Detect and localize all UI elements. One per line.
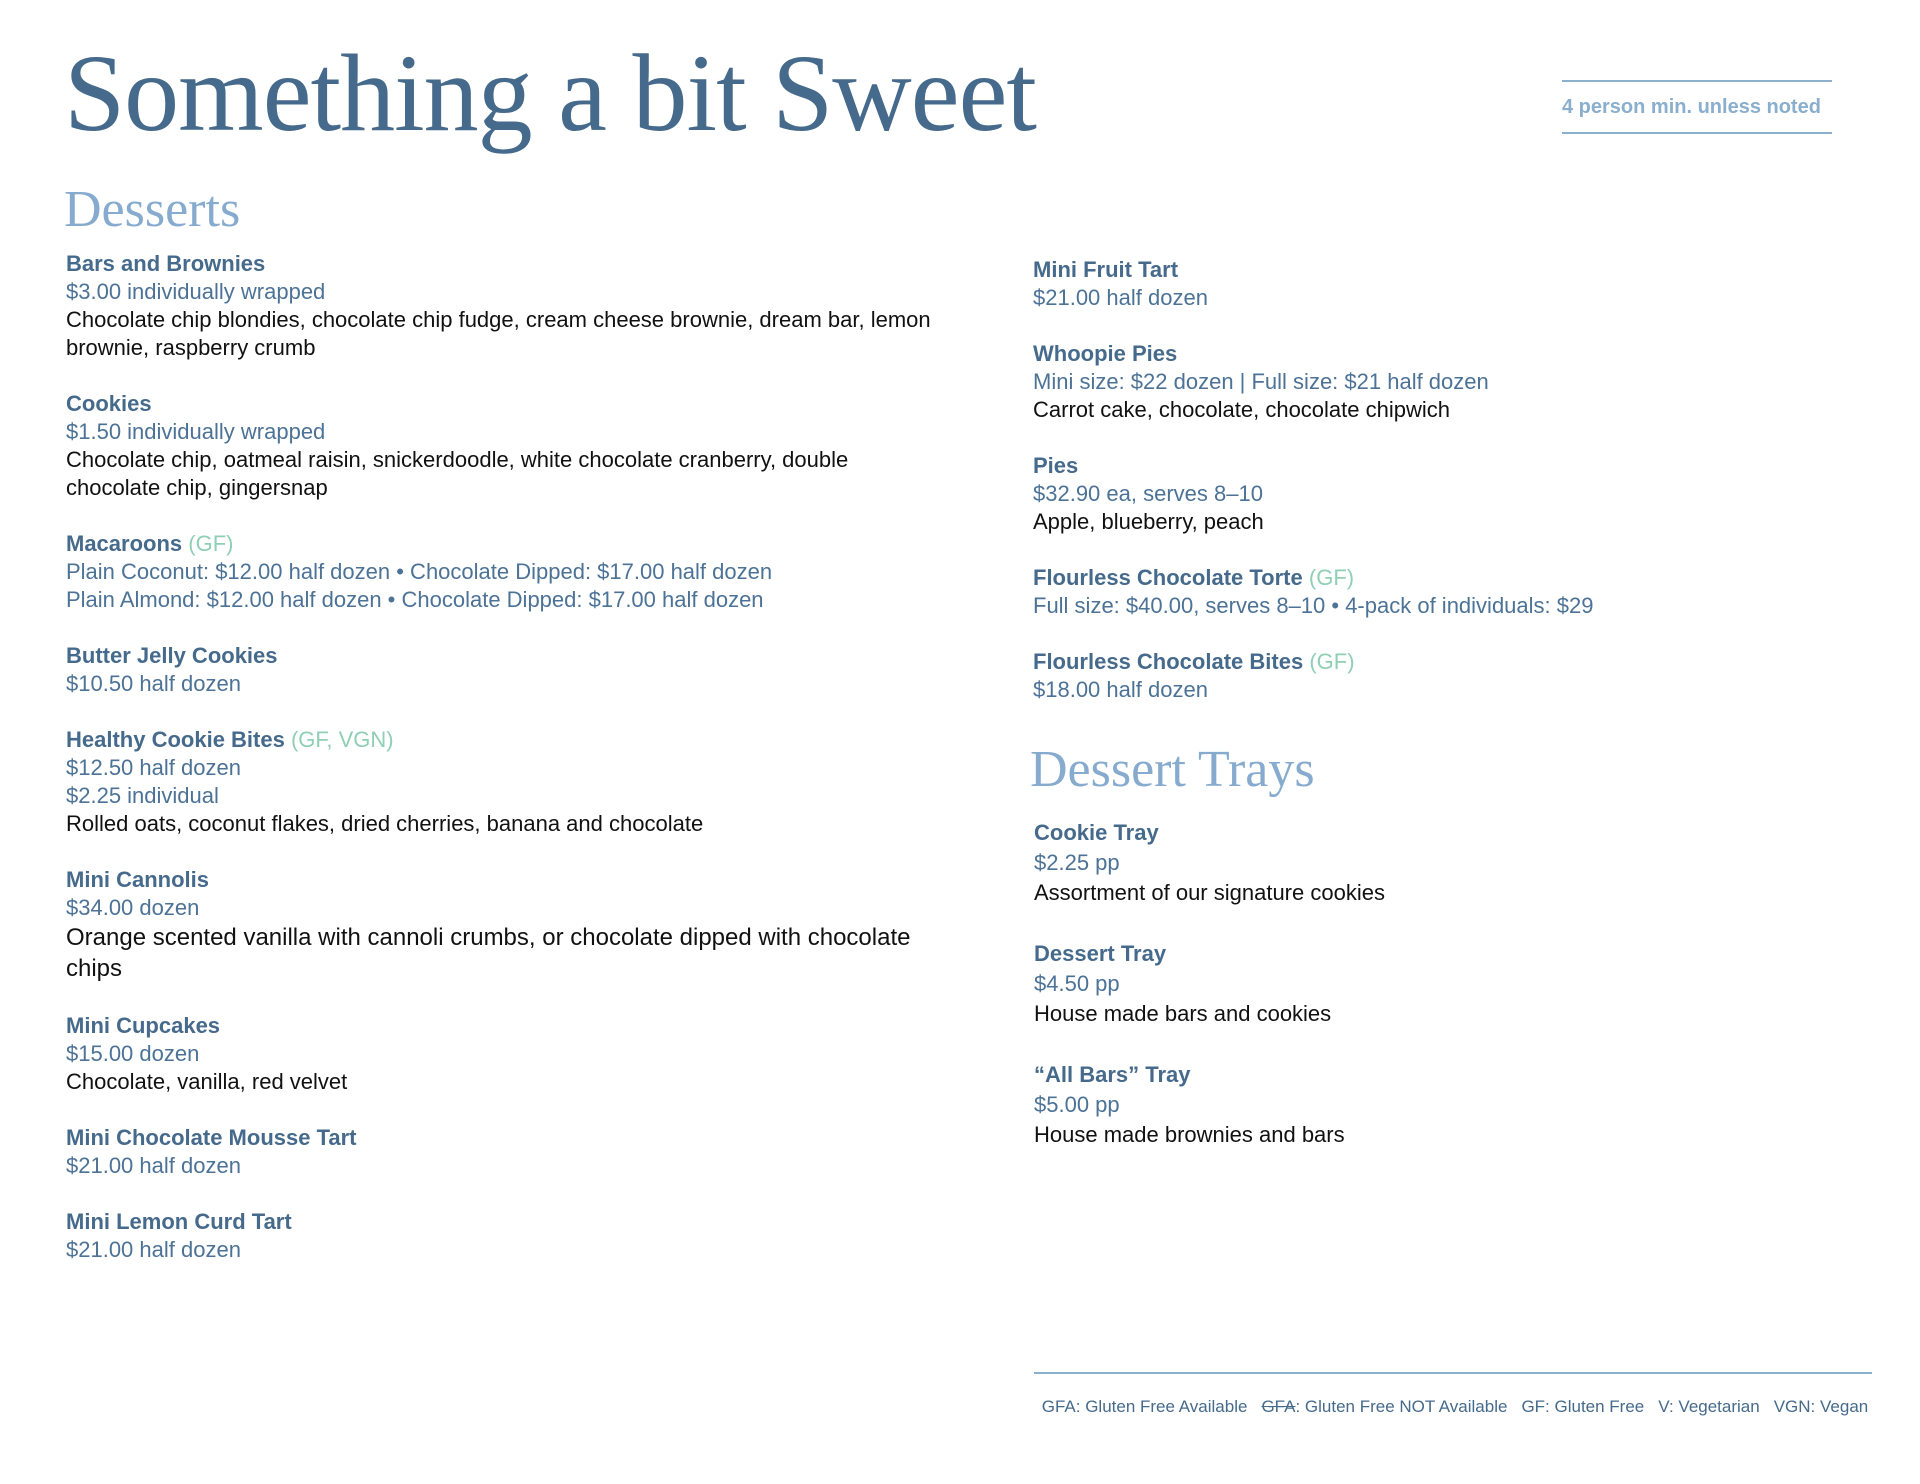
item-title: “All Bars” Tray xyxy=(1034,1062,1191,1087)
item-title: Whoopie Pies xyxy=(1033,341,1178,366)
item-name xyxy=(1033,256,1873,284)
menu-item xyxy=(66,866,946,984)
item-description: Rolled oats, coconut flakes, dried cherries, banana and chocolate xyxy=(66,811,704,836)
item-description: Chocolate chip blondies, chocolate chip fudge, cream cheese brownie, dream bar, lemon brownie, raspberry crumb xyxy=(66,307,931,360)
menu-item xyxy=(66,726,946,838)
item-title: Mini Cannolis xyxy=(66,867,209,892)
menu-item xyxy=(1033,452,1873,536)
legend-v: V: Vegetarian xyxy=(1658,1397,1760,1416)
menu-item xyxy=(66,250,946,362)
item-title: Mini Chocolate Mousse Tart xyxy=(66,1125,357,1150)
item-name xyxy=(66,1208,946,1236)
item-price: Plain Almond: $12.00 half dozen • Chocolate Dipped: $17.00 half dozen xyxy=(66,587,764,612)
item-price: $1.50 individually wrapped xyxy=(66,419,326,444)
item-name xyxy=(66,642,946,670)
item-title: Macaroons xyxy=(66,531,183,556)
dessert-trays-list xyxy=(1034,818,1874,1181)
item-price: $15.00 dozen xyxy=(66,1041,200,1066)
footer-divider xyxy=(1034,1372,1872,1374)
minimum-note-box xyxy=(1562,80,1832,134)
desserts-right-column xyxy=(1033,256,1873,732)
item-description: Apple, blueberry, peach xyxy=(1033,509,1264,534)
legend-gfa-not xyxy=(1261,1397,1507,1416)
minimum-note: 4 person min. unless noted xyxy=(1562,96,1821,118)
item-name xyxy=(1033,648,1873,676)
item-title: Pies xyxy=(1033,453,1079,478)
menu-item xyxy=(66,1208,946,1264)
item-price: $4.50 pp xyxy=(1034,971,1120,996)
menu-item xyxy=(1033,340,1873,424)
item-description: Orange scented vanilla with cannoli crumbs, or chocolate dipped with chocolate chips xyxy=(66,924,911,982)
menu-item xyxy=(66,1012,946,1096)
desserts-left-column xyxy=(66,250,946,1292)
item-description: Chocolate chip, oatmeal raisin, snickerdoodle, white chocolate cranberry, double chocolate chip, gingersnap xyxy=(66,447,849,500)
item-name xyxy=(66,250,946,278)
item-name xyxy=(66,726,946,754)
item-price: $21.00 half dozen xyxy=(1033,285,1208,310)
legend-gf: GF: Gluten Free xyxy=(1521,1397,1645,1416)
item-price: Plain Coconut: $12.00 half dozen • Chocolate Dipped: $17.00 half dozen xyxy=(66,559,773,584)
menu-item xyxy=(1034,818,1874,908)
item-title: Bars and Brownies xyxy=(66,251,266,276)
item-price: Full size: $40.00, serves 8–10 • 4-pack of individuals: $29 xyxy=(1033,593,1594,618)
item-title: Mini Fruit Tart xyxy=(1033,257,1179,282)
item-title: Cookie Tray xyxy=(1034,820,1159,845)
item-name xyxy=(1034,939,1874,969)
menu-item xyxy=(66,530,946,614)
section-heading-desserts: Desserts xyxy=(64,181,241,238)
dietary-tag: (GF) xyxy=(188,531,234,556)
item-name xyxy=(1034,818,1874,848)
item-title: Flourless Chocolate Bites xyxy=(1033,649,1304,674)
item-price: $5.00 pp xyxy=(1034,1092,1120,1117)
dietary-tag: (GF, VGN) xyxy=(290,727,394,752)
item-title: Healthy Cookie Bites xyxy=(66,727,285,752)
item-title: Butter Jelly Cookies xyxy=(66,643,278,668)
item-price: $10.50 half dozen xyxy=(66,671,241,696)
item-description: House made brownies and bars xyxy=(1034,1122,1345,1147)
item-name xyxy=(1033,340,1873,368)
item-price: $2.25 pp xyxy=(1034,850,1120,875)
legend-vgn: VGN: Vegan xyxy=(1773,1397,1869,1416)
menu-item xyxy=(66,1124,946,1180)
dietary-legend xyxy=(1040,1396,1870,1418)
item-title: Dessert Tray xyxy=(1034,941,1167,966)
menu-item xyxy=(1033,564,1873,620)
item-title: Flourless Chocolate Torte xyxy=(1033,565,1303,590)
item-name xyxy=(66,1124,946,1152)
item-name xyxy=(66,390,946,418)
item-name xyxy=(1033,564,1873,592)
item-name xyxy=(1033,452,1873,480)
legend-gfa: GFA: Gluten Free Available xyxy=(1041,1397,1248,1416)
item-description: House made bars and cookies xyxy=(1034,1001,1332,1026)
dietary-tag: (GF) xyxy=(1309,649,1355,674)
legend-gfa-not-text: : Gluten Free NOT Available xyxy=(1295,1397,1508,1416)
item-price: $32.90 ea, serves 8–10 xyxy=(1033,481,1263,506)
menu-item xyxy=(1033,256,1873,312)
menu-item xyxy=(66,642,946,698)
item-title: Mini Cupcakes xyxy=(66,1013,221,1038)
item-price: $18.00 half dozen xyxy=(1033,677,1208,702)
menu-item xyxy=(1034,939,1874,1029)
item-price: Mini size: $22 dozen | Full size: $21 half dozen xyxy=(1033,369,1489,394)
menu-item xyxy=(66,390,946,502)
item-price: $12.50 half dozen xyxy=(66,755,241,780)
item-name xyxy=(1034,1060,1874,1090)
section-heading-dessert-trays: Dessert Trays xyxy=(1030,741,1315,798)
item-name xyxy=(66,530,946,558)
item-name xyxy=(66,866,946,894)
menu-item xyxy=(1033,648,1873,704)
menu-item xyxy=(1034,1060,1874,1150)
item-title: Mini Lemon Curd Tart xyxy=(66,1209,292,1234)
item-name xyxy=(66,1012,946,1040)
item-description: Assortment of our signature cookies xyxy=(1034,880,1385,905)
item-title: Cookies xyxy=(66,391,152,416)
item-description: Carrot cake, chocolate, chocolate chipwich xyxy=(1033,397,1450,422)
item-price: $3.00 individually wrapped xyxy=(66,279,326,304)
item-price: $21.00 half dozen xyxy=(66,1153,241,1178)
item-description: Chocolate, vanilla, red velvet xyxy=(66,1069,348,1094)
item-price: $21.00 half dozen xyxy=(66,1237,241,1262)
item-price: $2.25 individual xyxy=(66,783,219,808)
legend-gfa-not-code: GFA xyxy=(1261,1397,1296,1416)
dietary-tag: (GF) xyxy=(1308,565,1355,590)
item-price: $34.00 dozen xyxy=(66,895,200,920)
page-title: Something a bit Sweet xyxy=(64,32,1036,154)
